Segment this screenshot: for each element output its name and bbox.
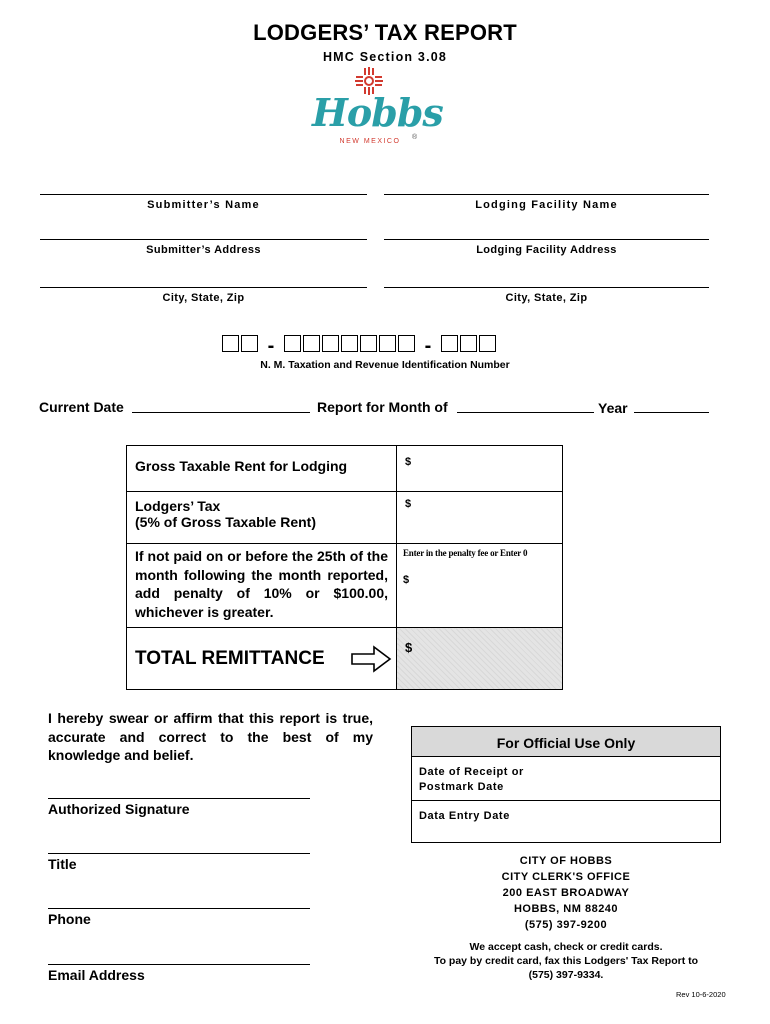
trn-digit-box[interactable] xyxy=(222,335,239,352)
address-line: (575) 397-9200 xyxy=(524,919,608,931)
signature-label: Authorized Signature xyxy=(48,801,190,817)
official-use-header: For Official Use Only xyxy=(412,727,720,757)
current-date-line[interactable] xyxy=(132,412,310,413)
page-subtitle: HMC Section 3.08 xyxy=(322,50,448,64)
facility-name-line[interactable] xyxy=(384,194,709,195)
trn-separator: - xyxy=(424,335,432,357)
page-title: LODGERS’ TAX REPORT xyxy=(253,20,517,45)
clerk-address xyxy=(411,853,721,933)
email-line[interactable] xyxy=(48,964,310,965)
address-line: HOBBS, NM 88240 xyxy=(513,903,619,915)
submitter-address-label: Submitter’s Address xyxy=(146,244,261,256)
trn-digit-box[interactable] xyxy=(284,335,301,352)
postmark-date-label: Postmark Date xyxy=(419,781,504,793)
logo-subtext: NEW MEXICO xyxy=(339,138,401,145)
table-row xyxy=(127,446,563,492)
address-line: 200 EAST BROADWAY xyxy=(502,887,630,899)
revision-date: Rev 10-6-2020 xyxy=(676,990,726,999)
facility-name-label: Lodging Facility Name xyxy=(475,199,618,211)
total-remittance-field[interactable]: $ xyxy=(397,628,563,690)
trn-digit-box[interactable] xyxy=(479,335,496,352)
title-line[interactable] xyxy=(48,853,310,854)
facility-address-label: Lodging Facility Address xyxy=(476,244,617,256)
trn-label: N. M. Taxation and Revenue Identification Number xyxy=(260,359,510,371)
payment-info xyxy=(411,940,721,982)
signature-line[interactable] xyxy=(48,798,310,799)
trn-digit-box[interactable] xyxy=(241,335,258,352)
receipt-date-field[interactable] xyxy=(412,757,720,801)
trn-digit-box[interactable] xyxy=(379,335,396,352)
official-use-box xyxy=(411,726,721,843)
data-entry-date-label: Data Entry Date xyxy=(419,810,510,822)
gross-rent-label: Gross Taxable Rent for Lodging xyxy=(127,446,397,492)
report-month-line[interactable] xyxy=(457,412,594,413)
report-month-label: Report for Month of xyxy=(317,399,448,415)
table-row xyxy=(127,628,563,690)
penalty-hint: Enter in the penalty fee or Enter 0 xyxy=(403,548,528,558)
lodgers-tax-rate: (5% of Gross Taxable Rent) xyxy=(135,514,317,530)
current-date-label: Current Date xyxy=(39,399,124,415)
penalty-label: If not paid on or before the 25th of the month following the month reported, add penalty of 10% or $100.00, whichever is greater. xyxy=(127,544,397,628)
trn-digit-box[interactable] xyxy=(341,335,358,352)
logo-text: Hobbs xyxy=(312,90,443,135)
title-label: Title xyxy=(48,856,77,872)
submitter-city-label: City, State, Zip xyxy=(162,292,245,304)
table-row xyxy=(127,544,563,628)
phone-label: Phone xyxy=(48,911,91,927)
phone-line[interactable] xyxy=(48,908,310,909)
arrow-right-icon xyxy=(350,645,392,673)
email-label: Email Address xyxy=(48,967,145,983)
table-row xyxy=(127,492,563,544)
data-entry-date-field[interactable] xyxy=(412,801,720,822)
tax-calculation-table xyxy=(126,445,563,690)
affirmation-text: I hereby swear or affirm that this report is true, accurate and correct to the best of my knowledge and belief. xyxy=(48,710,373,763)
address-line: CITY CLERK'S OFFICE xyxy=(501,871,631,883)
submitter-name-line[interactable] xyxy=(40,194,367,195)
trn-digit-box[interactable] xyxy=(303,335,320,352)
trn-digit-box[interactable] xyxy=(460,335,477,352)
facility-city-label: City, State, Zip xyxy=(505,292,588,304)
trn-separator: - xyxy=(267,335,275,357)
address-line: CITY OF HOBBS xyxy=(519,855,613,867)
lodgers-tax-field[interactable]: $ xyxy=(397,492,563,544)
trn-digit-box[interactable] xyxy=(322,335,339,352)
penalty-value: $ xyxy=(403,574,410,586)
receipt-date-label: Date of Receipt or xyxy=(419,766,524,778)
trn-id-input[interactable] xyxy=(222,335,496,355)
submitter-city-line[interactable] xyxy=(40,287,367,288)
payment-line: We accept cash, check or credit cards. xyxy=(469,941,663,953)
facility-city-line[interactable] xyxy=(384,287,709,288)
year-line[interactable] xyxy=(634,412,709,413)
penalty-field[interactable] xyxy=(397,544,563,628)
year-label: Year xyxy=(598,400,628,416)
trn-digit-box[interactable] xyxy=(441,335,458,352)
gross-rent-field[interactable]: $ xyxy=(397,446,563,492)
hobbs-logo xyxy=(312,66,443,152)
total-remittance-cell xyxy=(127,628,397,690)
total-remittance-label: TOTAL REMITTANCE xyxy=(135,647,325,669)
lodgers-tax-label xyxy=(127,492,397,544)
logo-registered-mark: ® xyxy=(412,134,418,141)
trn-digit-box[interactable] xyxy=(360,335,377,352)
payment-line: To pay by credit card, fax this Lodgers' Tax Report to xyxy=(433,955,699,967)
facility-address-line[interactable] xyxy=(384,239,709,240)
trn-digit-box[interactable] xyxy=(398,335,415,352)
submitter-address-line[interactable] xyxy=(40,239,367,240)
lodgers-tax-title: Lodgers’ Tax xyxy=(135,498,221,514)
payment-line: (575) 397-9334. xyxy=(528,969,604,981)
submitter-name-label: Submitter’s Name xyxy=(147,199,260,211)
